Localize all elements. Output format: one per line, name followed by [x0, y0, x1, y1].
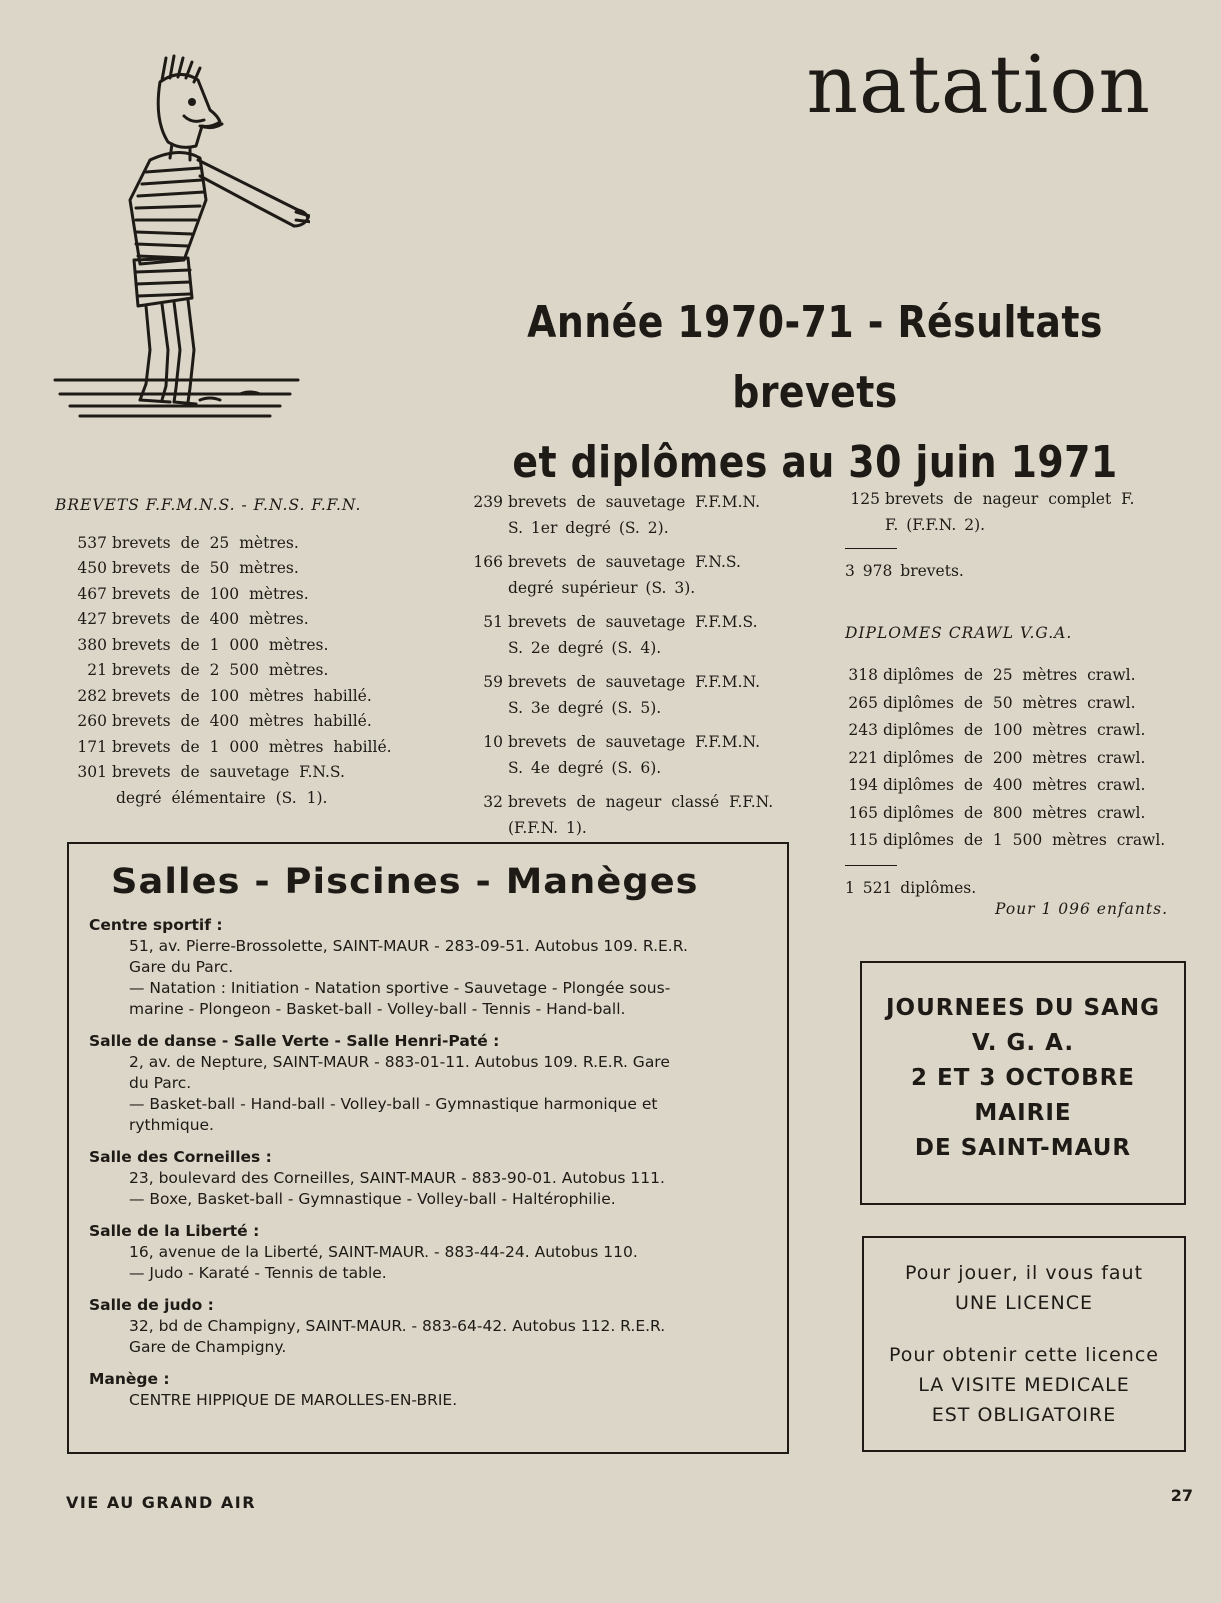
venue-line: du Parc.	[129, 1074, 192, 1092]
venue-line: 51, av. Pierre-Brossolette, SAINT-MAUR - 283-09-51. Autobus 109. R.E.R.	[129, 937, 688, 955]
list-item	[468, 670, 798, 721]
list-item	[55, 582, 400, 608]
item-count: 59	[483, 673, 503, 691]
venue-name: Manège :	[89, 1370, 170, 1388]
item-text: degré élémentaire (S. 1).	[116, 788, 328, 807]
item-count: 166	[473, 553, 503, 571]
item-count: 239	[473, 493, 503, 511]
item-count: 260	[77, 712, 107, 730]
item-count: 265	[848, 693, 878, 712]
licence-line: LA VISITE MEDICALE	[918, 1374, 1130, 1396]
venue-line: CENTRE HIPPIQUE DE MAROLLES-EN-BRIE.	[129, 1391, 458, 1409]
venue-name: Salle de judo :	[89, 1296, 214, 1314]
licence-line: EST OBLIGATOIRE	[931, 1404, 1117, 1426]
headline-line1: Année 1970-71 - Résultats brevets	[527, 297, 1103, 418]
item-count: 125	[850, 490, 880, 508]
item-text: diplômes de 200 mètres crawl.	[883, 748, 1146, 767]
venue-line: Gare du Parc.	[129, 958, 234, 976]
item-text: brevets de 2 500 mètres.	[112, 661, 329, 679]
venue-name: Salle de la Liberté :	[89, 1222, 260, 1240]
venue	[89, 1221, 767, 1284]
list-item	[468, 550, 798, 601]
item-text: brevets de sauvetage F.N.S.	[112, 763, 345, 781]
item-text: brevets de sauvetage F.N.S.	[508, 553, 741, 571]
list-item	[55, 531, 400, 557]
list-item	[845, 487, 1190, 538]
item-count: 427	[77, 610, 107, 628]
item-count: 243	[848, 721, 878, 739]
list-item	[468, 730, 798, 781]
diplomes-heading: DIPLOMES CRAWL V.G.A.	[845, 623, 1073, 642]
divider	[845, 548, 897, 549]
venue-line: — Basket-ball - Hand-ball - Volley-ball - Gymnastique harmonique et	[129, 1095, 658, 1113]
item-text: brevets de 400 mètres habillé.	[112, 712, 372, 730]
item-text: diplômes de 400 mètres crawl.	[883, 776, 1146, 794]
brevets-column-3	[845, 487, 1190, 923]
item-text: diplômes de 1 500 mètres crawl.	[883, 831, 1166, 849]
list-item	[55, 633, 400, 659]
page-number: 27	[1170, 1486, 1193, 1505]
venue-line: — Boxe, Basket-ball - Gymnastique - Volley-ball - Haltérophilie.	[129, 1190, 616, 1208]
brevets-column-1	[55, 493, 400, 811]
item-count: 171	[77, 737, 107, 756]
blood-drive-line: MAIRIE	[974, 1100, 1072, 1126]
list-item	[845, 772, 1190, 800]
item-text: brevets de 1 000 mètres.	[112, 635, 329, 654]
venue-line: 32, bd de Champigny, SAINT-MAUR. - 883-64-42. Autobus 112. R.E.R.	[129, 1317, 666, 1335]
venue-line: rythmique.	[129, 1116, 214, 1134]
list-item	[845, 690, 1190, 718]
item-text: degré supérieur (S. 3).	[508, 578, 696, 597]
item-count: 467	[77, 584, 107, 603]
item-text: (F.F.N. 1).	[508, 818, 587, 837]
item-text: brevets de 100 mètres habillé.	[112, 686, 372, 705]
item-text: brevets de 1 000 mètres habillé.	[112, 737, 392, 756]
item-text: S. 2e degré (S. 4).	[508, 638, 662, 657]
venue	[89, 1147, 767, 1210]
item-text: brevets de 100 mètres.	[112, 584, 309, 603]
item-count: 301	[77, 763, 107, 781]
brevets-heading: BREVETS F.F.M.N.S. - F.N.S. F.F.N.	[55, 496, 362, 514]
licence-line: Pour obtenir cette licence	[889, 1344, 1159, 1366]
licence-line: Pour jouer, il vous faut	[904, 1262, 1144, 1284]
item-text: S. 1er degré (S. 2).	[508, 518, 669, 537]
section-title: natation	[806, 38, 1151, 131]
list-item	[55, 709, 400, 735]
blood-drive-line: 2 ET 3 OCTOBRE	[910, 1065, 1136, 1091]
item-count: 537	[77, 533, 107, 552]
diplomes-note: Pour 1 096 enfants.	[995, 900, 1168, 918]
list-item	[845, 662, 1190, 690]
list-item	[845, 717, 1190, 745]
venue	[89, 1369, 767, 1411]
item-count: 380	[77, 635, 107, 654]
venue	[89, 1031, 767, 1136]
item-text: brevets de nageur classé F.F.N.	[508, 793, 774, 811]
blood-drive-line: JOURNEES DU SANG	[885, 995, 1160, 1021]
list-item	[845, 800, 1190, 828]
blood-drive-line: DE SAINT-MAUR	[914, 1135, 1132, 1161]
licence-line: UNE LICENCE	[954, 1292, 1094, 1314]
blood-drive-box	[860, 961, 1186, 1205]
salles-box	[67, 842, 789, 1454]
item-count: 282	[77, 686, 107, 705]
item-count: 194	[848, 776, 878, 794]
venue-name: Salle de danse - Salle Verte - Salle Henri-Paté :	[89, 1032, 500, 1050]
list-item	[468, 490, 798, 541]
magazine-name: VIE AU GRAND AIR	[66, 1493, 257, 1512]
item-text: diplômes de 25 mètres crawl.	[883, 666, 1136, 684]
item-text: brevets de 400 mètres.	[112, 610, 309, 628]
divider	[845, 865, 897, 866]
item-count: 51	[483, 613, 503, 631]
item-count: 165	[848, 803, 878, 822]
venue	[89, 915, 767, 1020]
list-item	[468, 790, 798, 841]
list-item	[468, 610, 798, 661]
item-count: 450	[77, 559, 107, 577]
item-text: diplômes de 50 mètres crawl.	[883, 693, 1136, 712]
venue	[89, 1295, 767, 1358]
item-text: brevets de sauvetage F.F.M.S.	[508, 613, 758, 631]
list-item	[55, 684, 400, 710]
item-text: diplômes de 100 mètres crawl.	[883, 721, 1146, 739]
list-item	[845, 827, 1190, 855]
item-count: 32	[483, 793, 503, 811]
list-item-continued	[55, 786, 400, 812]
brevets-total: 3 978 brevets.	[845, 562, 964, 580]
item-count: 318	[848, 666, 878, 684]
item-text: F. (F.F.N. 2).	[885, 515, 986, 534]
item-text: S. 3e degré (S. 5).	[508, 698, 662, 717]
venue-line: — Judo - Karaté - Tennis de table.	[129, 1264, 387, 1282]
item-text: brevets de nageur complet F.	[885, 490, 1135, 508]
list-item	[845, 745, 1190, 773]
venue-line: 23, boulevard des Corneilles, SAINT-MAUR - 883-90-01. Autobus 111.	[129, 1169, 665, 1187]
item-count: 221	[848, 748, 878, 767]
headline	[493, 288, 1138, 498]
salles-title: Salles - Piscines - Manèges	[111, 862, 699, 902]
licence-box	[862, 1236, 1186, 1452]
list-item	[55, 760, 400, 786]
brevets-column-2	[468, 490, 798, 850]
item-text: brevets de sauvetage F.F.M.N.	[508, 493, 760, 511]
list-item	[55, 658, 400, 684]
item-count: 115	[848, 831, 878, 849]
item-count: 10	[483, 733, 503, 751]
venue-line: 16, avenue de la Liberté, SAINT-MAUR. - 883-44-24. Autobus 110.	[129, 1243, 638, 1261]
blood-drive-line: V. G. A.	[971, 1030, 1075, 1056]
item-text: brevets de 50 mètres.	[112, 559, 299, 577]
venue-name: Centre sportif :	[89, 916, 223, 934]
venue-name: Salle des Corneilles :	[89, 1148, 272, 1166]
list-item	[55, 735, 400, 761]
item-text: diplômes de 800 mètres crawl.	[883, 803, 1146, 822]
item-text: S. 4e degré (S. 6).	[508, 758, 662, 777]
venue-line: marine - Plongeon - Basket-ball - Volley-ball - Tennis - Hand-ball.	[129, 1000, 626, 1018]
list-item	[55, 607, 400, 633]
item-count: 21	[87, 661, 107, 679]
venue-line: Gare de Champigny.	[129, 1338, 287, 1356]
item-text: brevets de sauvetage F.F.M.N.	[508, 733, 760, 751]
item-text: brevets de 25 mètres.	[112, 533, 299, 552]
venue-line: 2, av. de Nepture, SAINT-MAUR - 883-01-11. Autobus 109. R.E.R. Gare	[129, 1053, 670, 1071]
venue-line: — Natation : Initiation - Natation sportive - Sauvetage - Plongée sous-	[129, 979, 671, 997]
headline-line2: et diplômes au 30 juin 1971	[512, 437, 1118, 488]
list-item	[55, 556, 400, 582]
diplomes-total: 1 521 diplômes.	[845, 878, 977, 897]
swimmer-illustration	[50, 50, 310, 430]
item-text: brevets de sauvetage F.F.M.N.	[508, 673, 760, 691]
